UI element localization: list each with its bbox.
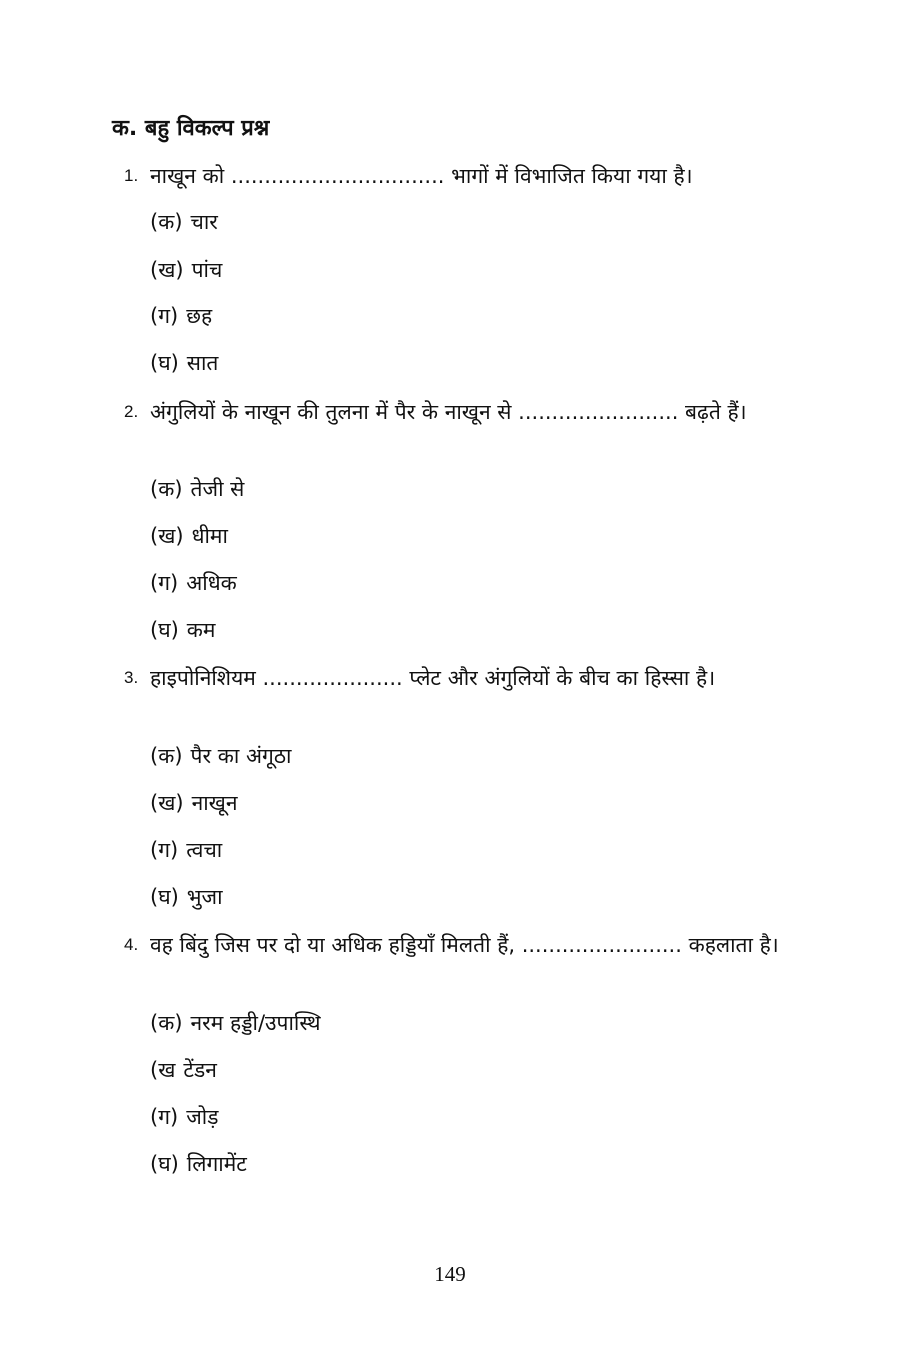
option — [150, 473, 244, 505]
option-marker: (क) — [150, 477, 183, 501]
option-marker: (ख) — [150, 258, 184, 282]
option — [150, 1148, 247, 1180]
option-text: सात — [186, 351, 219, 375]
option — [150, 520, 228, 552]
question-4 — [124, 929, 790, 961]
option-text: पैर का अंगूठा — [190, 744, 292, 768]
option — [150, 834, 222, 866]
question-2 — [124, 396, 790, 428]
option-text: अधिक — [186, 571, 237, 595]
option-text: कम — [186, 618, 216, 642]
option-marker: (ग) — [150, 571, 179, 595]
option-marker: (ख) — [150, 791, 184, 815]
option-marker: (क) — [150, 744, 183, 768]
option-text: भुजा — [186, 885, 223, 909]
option-text: नाखून — [191, 791, 238, 815]
option-marker: (घ) — [150, 351, 179, 375]
option-text: त्वचा — [186, 838, 223, 862]
question-text: नाखून को ................................ भागों में विभाजित किया गया है। — [150, 164, 693, 188]
option-marker: (ग) — [150, 304, 179, 328]
option-marker: (घ) — [150, 885, 179, 909]
option — [150, 1101, 218, 1133]
question-text: अंगुलियों के नाखून की तुलना में पैर के नाखून से ........................ बढ़ते हैं। — [150, 400, 747, 424]
option — [150, 300, 212, 332]
page-number: 149 — [434, 1262, 466, 1286]
option-marker: (घ) — [150, 1152, 179, 1176]
option-marker: (ग) — [150, 838, 179, 862]
option — [150, 787, 238, 819]
option-marker: (घ) — [150, 618, 179, 642]
question-text: वह बिंदु जिस पर दो या अधिक हड्डियाँ मिलती हैं, ........................ कहलाता है। — [150, 933, 779, 957]
question-number: 3. — [124, 668, 139, 687]
option — [150, 881, 223, 913]
option-text: धीमा — [191, 524, 228, 548]
option — [150, 567, 237, 599]
option-text: तेजी से — [190, 477, 245, 501]
option-marker: (क) — [150, 1011, 183, 1035]
question-3 — [124, 662, 790, 694]
question-number: 1. — [124, 166, 139, 185]
option — [150, 740, 291, 772]
option — [150, 206, 218, 238]
option-text: जोड़ — [186, 1105, 219, 1129]
option-text: नरम हड्डी/उपास्थि — [190, 1011, 321, 1035]
option-text: चार — [190, 210, 218, 234]
option-text: पांच — [191, 258, 223, 282]
option — [150, 254, 222, 286]
option-marker: (ग) — [150, 1105, 179, 1129]
option — [150, 614, 215, 646]
question-number: 4. — [124, 935, 139, 954]
option-marker: (ख) — [150, 524, 184, 548]
option-marker: (क) — [150, 210, 183, 234]
question-text: हाइपोनिशियम ..................... प्लेट और अंगुलियों के बीच का हिस्सा है। — [150, 666, 716, 690]
option-text: लिगामेंट — [186, 1152, 247, 1176]
question-number: 2. — [124, 402, 139, 421]
section-heading: क. बहु विकल्प प्रश्न — [112, 116, 270, 141]
question-1 — [124, 160, 790, 192]
option — [150, 347, 218, 379]
option — [150, 1007, 321, 1039]
option-text: छह — [186, 304, 213, 328]
option — [150, 1054, 217, 1086]
option-text: टेंडन — [183, 1058, 217, 1082]
option-marker: (ख — [150, 1058, 176, 1082]
